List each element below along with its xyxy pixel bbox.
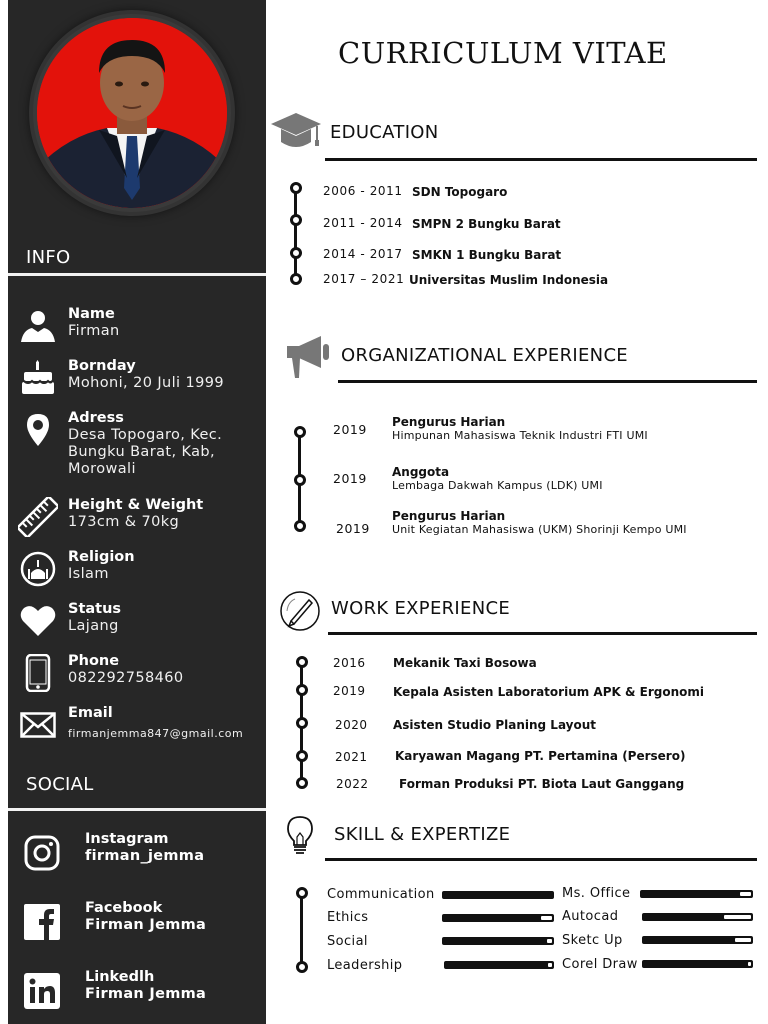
info-value: 082292758460 [68, 670, 184, 686]
work-role: Mekanik Taxi Bosowa [393, 656, 537, 670]
skills-title: SKILL & EXPERTIZE [334, 824, 511, 845]
info-value: 173cm & 70kg [68, 514, 180, 530]
info-value: Firman [68, 323, 120, 339]
skill-name: Social [327, 934, 368, 949]
social-label: Instagram [85, 831, 169, 847]
timeline-dot [296, 656, 308, 668]
page-title: CURRICULUM VITAE [338, 36, 668, 70]
timeline-dot [290, 247, 302, 259]
skill-name: Leadership [327, 958, 403, 973]
work-divider [328, 632, 757, 635]
timeline-dot [294, 520, 306, 532]
info-label: Religion [68, 549, 135, 565]
info-value: Lajang [68, 618, 119, 634]
social-value: Firman Jemma [85, 917, 207, 933]
info-heading: INFO [26, 247, 71, 268]
organization-unit: Unit Kegiatan Mahasiswa (UKM) Shorinji Kempo UMI [392, 523, 687, 536]
skill-bar [642, 913, 753, 921]
info-label: Name [68, 306, 115, 322]
envelope-icon [18, 705, 58, 745]
timeline-dot [296, 750, 308, 762]
social-label: Linkedlh [85, 969, 155, 985]
lightbulb-icon [286, 815, 314, 857]
skill-name: Corel Draw [562, 957, 638, 972]
info-label: Phone [68, 653, 120, 669]
info-label: Adress [68, 410, 124, 426]
skill-bar [444, 961, 554, 969]
work-role: Asisten Studio Planing Layout [393, 718, 597, 732]
facebook-icon [22, 902, 62, 942]
education-years: 2017 – 2021 [323, 272, 405, 286]
social-value: Firman Jemma [85, 986, 207, 1002]
education-timeline [294, 187, 297, 279]
organization-title: ORGANIZATIONAL EXPERIENCE [341, 345, 628, 366]
skill-name: Autocad [562, 909, 619, 924]
education-school: SDN Topogaro [412, 185, 508, 199]
graduation-cap-icon [270, 110, 322, 154]
info-label: Status [68, 601, 122, 617]
organization-role: Pengurus Harian [392, 415, 506, 429]
location-pin-icon [18, 410, 58, 450]
info-value: Desa Topogaro, Kec. Bungku Barat, Kab, Morowali [68, 427, 223, 477]
organization-unit: Lembaga Dakwah Kampus (LDK) UMI [392, 479, 603, 492]
timeline-dot [296, 777, 308, 789]
organization-year: 2019 [333, 422, 367, 437]
timeline-dot [290, 214, 302, 226]
social-heading: SOCIAL [26, 774, 94, 795]
education-school: SMPN 2 Bungku Barat [412, 217, 561, 231]
skills-divider [325, 858, 757, 861]
phone-icon [18, 653, 58, 693]
work-year: 2020 [335, 718, 368, 732]
work-title: WORK EXPERIENCE [331, 598, 511, 619]
education-years: 2011 - 2014 [323, 216, 403, 230]
timeline-dot [296, 684, 308, 696]
cake-icon [18, 358, 58, 398]
organization-divider [338, 380, 757, 383]
organization-role: Pengurus Harian [392, 509, 506, 523]
organization-unit: Himpunan Mahasiswa Teknik Industri FTI UMI [392, 429, 648, 442]
education-divider [325, 158, 757, 161]
work-role: Karyawan Magang PT. Pertamina (Persero) [395, 749, 686, 763]
social-divider [8, 808, 266, 811]
work-year: 2019 [333, 684, 366, 698]
mosque-icon [18, 549, 58, 589]
education-school: SMKN 1 Bungku Barat [412, 248, 562, 262]
info-divider [8, 273, 266, 276]
timeline-dot [294, 474, 306, 486]
skill-bar [442, 891, 554, 899]
skill-bar [642, 960, 753, 968]
work-year: 2016 [333, 656, 366, 670]
info-value: firmanjemma847@gmail.com [68, 727, 244, 740]
profile-photo-frame [33, 14, 231, 212]
work-role: Kepala Asisten Laboratorium APK & Ergonomi [393, 685, 704, 699]
ruler-icon [18, 497, 58, 537]
work-year: 2022 [336, 777, 369, 791]
info-label: Email [68, 705, 113, 721]
skills-timeline [300, 892, 303, 968]
skill-bar [442, 937, 554, 945]
organization-year: 2019 [336, 521, 370, 536]
skill-name: Sketc Up [562, 933, 623, 948]
timeline-dot [290, 273, 302, 285]
education-years: 2006 - 2011 [323, 184, 403, 198]
timeline-dot [296, 961, 308, 973]
linkedin-icon [22, 971, 62, 1011]
instagram-icon [22, 833, 62, 873]
info-value: Mohoni, 20 Juli 1999 [68, 375, 224, 391]
social-label: Facebook [85, 900, 163, 916]
megaphone-icon [285, 334, 331, 380]
info-value: Islam [68, 566, 109, 582]
skill-name: Ethics [327, 910, 369, 925]
timeline-dot [296, 717, 308, 729]
heart-icon [18, 601, 58, 641]
work-year: 2021 [335, 750, 368, 764]
sidebar [8, 0, 266, 1024]
timeline-dot [290, 182, 302, 194]
info-label: Height & Weight [68, 497, 204, 513]
profile-photo [37, 18, 227, 208]
skill-bar [642, 936, 753, 944]
person-icon [18, 306, 58, 346]
timeline-dot [294, 426, 306, 438]
skill-bar [640, 890, 753, 898]
organization-role: Anggota [392, 465, 450, 479]
social-value: firman_jemma [85, 848, 205, 864]
education-years: 2014 - 2017 [323, 247, 403, 261]
skill-name: Communication [327, 887, 435, 902]
skill-name: Ms. Office [562, 886, 631, 901]
work-role: Forman Produksi PT. Biota Laut Ganggang [399, 777, 685, 791]
info-label: Bornday [68, 358, 136, 374]
education-title: EDUCATION [330, 122, 439, 143]
pen-circle-icon [279, 590, 321, 632]
education-school: Universitas Muslim Indonesia [409, 273, 609, 287]
timeline-dot [296, 887, 308, 899]
skill-bar [442, 914, 554, 922]
organization-year: 2019 [333, 471, 367, 486]
